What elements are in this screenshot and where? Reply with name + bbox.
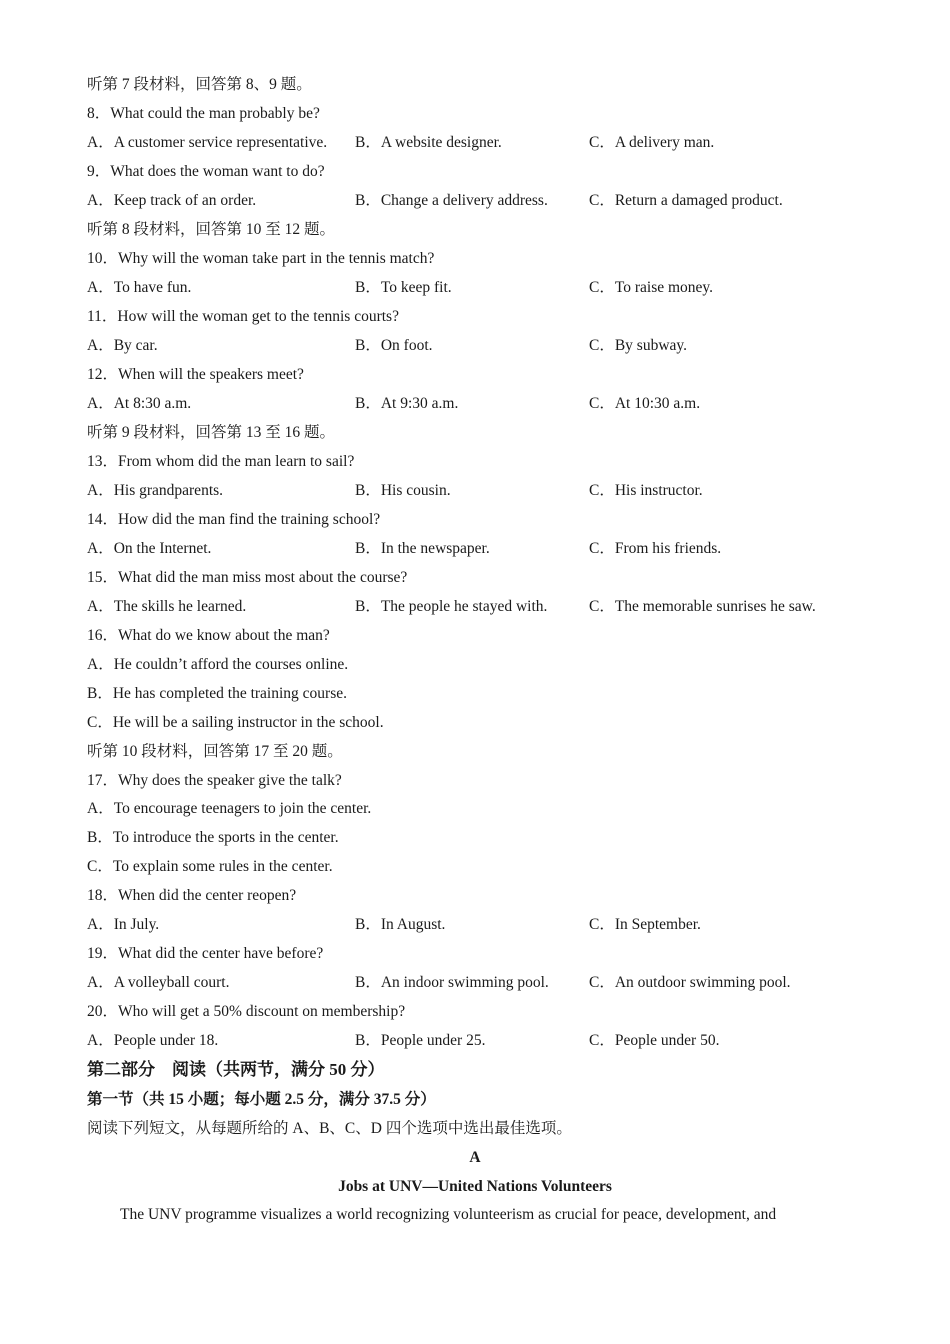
option-a: A．Keep track of an order. bbox=[87, 192, 257, 209]
option-c: C．By subway. bbox=[589, 337, 688, 354]
option-a: A．A customer service representative. bbox=[87, 134, 328, 151]
question-20: 20．Who will get a 50% discount on membership? bbox=[87, 1003, 406, 1020]
option-c: C．People under 50. bbox=[589, 1032, 720, 1049]
option-a: A．A volleyball court. bbox=[87, 974, 230, 991]
option-b: B．His cousin. bbox=[355, 482, 451, 499]
option-a: A．To have fun. bbox=[87, 279, 192, 296]
option-b: B．An indoor swimming pool. bbox=[355, 974, 549, 991]
section-header: 听第 7 段材料，回答第 8、9 题。 bbox=[87, 76, 312, 93]
option-b: B．In August. bbox=[355, 916, 446, 933]
option-a: A．At 8:30 a.m. bbox=[87, 395, 192, 412]
option-b: B．To keep fit. bbox=[355, 279, 452, 296]
question-19: 19．What did the center have before? bbox=[87, 945, 324, 962]
question-17: 17．Why does the speaker give the talk? bbox=[87, 772, 342, 789]
question-12: 12．When will the speakers meet? bbox=[87, 366, 304, 383]
question-18: 18．When did the center reopen? bbox=[87, 887, 297, 904]
option-c: C．The memorable sunrises he saw. bbox=[589, 598, 816, 615]
option-b: B．The people he stayed with. bbox=[355, 598, 548, 615]
question-15: 15．What did the man miss most about the course? bbox=[87, 569, 408, 586]
option-c: C．From his friends. bbox=[589, 540, 722, 557]
option-b: B．People under 25. bbox=[355, 1032, 486, 1049]
option-a: A．He couldn’t afford the courses online. bbox=[87, 656, 349, 673]
option-a: A．By car. bbox=[87, 337, 158, 354]
section-header: 听第 10 段材料，回答第 17 至 20 题。 bbox=[87, 743, 343, 760]
option-c: C．In September. bbox=[589, 916, 701, 933]
option-c: C．A delivery man. bbox=[589, 134, 715, 151]
option-b: B．In the newspaper. bbox=[355, 540, 490, 557]
question-14: 14．How did the man find the training school? bbox=[87, 511, 381, 528]
question-10: 10．Why will the woman take part in the tennis match? bbox=[87, 250, 435, 267]
question-11: 11．How will the woman get to the tennis courts? bbox=[87, 308, 399, 325]
part-two-title: 第二部分 阅读（共两节，满分 50 分） bbox=[87, 1060, 385, 1079]
question-9: 9．What does the woman want to do? bbox=[87, 163, 325, 180]
option-c: C．To explain some rules in the center. bbox=[87, 858, 333, 875]
question-16: 16．What do we know about the man? bbox=[87, 627, 330, 644]
option-a: A．On the Internet. bbox=[87, 540, 212, 557]
section-header: 听第 8 段材料，回答第 10 至 12 题。 bbox=[87, 221, 336, 238]
section-one-title: 第一节（共 15 小题；每小题 2.5 分，满分 37.5 分） bbox=[87, 1091, 436, 1108]
option-a: A．To encourage teenagers to join the center. bbox=[87, 800, 372, 817]
question-8: 8．What could the man probably be? bbox=[87, 105, 320, 122]
option-c: C．Return a damaged product. bbox=[589, 192, 783, 209]
option-a: A．The skills he learned. bbox=[87, 598, 247, 615]
option-c: C．His instructor. bbox=[589, 482, 703, 499]
option-a: A．In July. bbox=[87, 916, 160, 933]
option-a: A．People under 18. bbox=[87, 1032, 219, 1049]
question-13: 13．From whom did the man learn to sail? bbox=[87, 453, 355, 470]
option-b: B．He has completed the training course. bbox=[87, 685, 347, 702]
option-b: B．At 9:30 a.m. bbox=[355, 395, 459, 412]
option-b: B．On foot. bbox=[355, 337, 433, 354]
option-b: B．To introduce the sports in the center. bbox=[87, 829, 339, 846]
option-c: C．He will be a sailing instructor in the school. bbox=[87, 714, 384, 731]
passage-letter: A bbox=[469, 1149, 481, 1166]
section-header: 听第 9 段材料，回答第 13 至 16 题。 bbox=[87, 424, 336, 441]
option-b: B．A website designer. bbox=[355, 134, 502, 151]
option-c: C．At 10:30 a.m. bbox=[589, 395, 701, 412]
option-a: A．His grandparents. bbox=[87, 482, 224, 499]
option-b: B．Change a delivery address. bbox=[355, 192, 548, 209]
option-c: C．An outdoor swimming pool. bbox=[589, 974, 791, 991]
option-c: C．To raise money. bbox=[589, 279, 714, 296]
reading-instruction: 阅读下列短文，从每题所给的 A、B、C、D 四个选项中选出最佳选项。 bbox=[87, 1120, 572, 1137]
passage-title: Jobs at UNV—United Nations Volunteers bbox=[338, 1178, 612, 1195]
passage-text: The UNV programme visualizes a world recognizing volunteerism as crucial for peace, development, and bbox=[120, 1206, 777, 1223]
